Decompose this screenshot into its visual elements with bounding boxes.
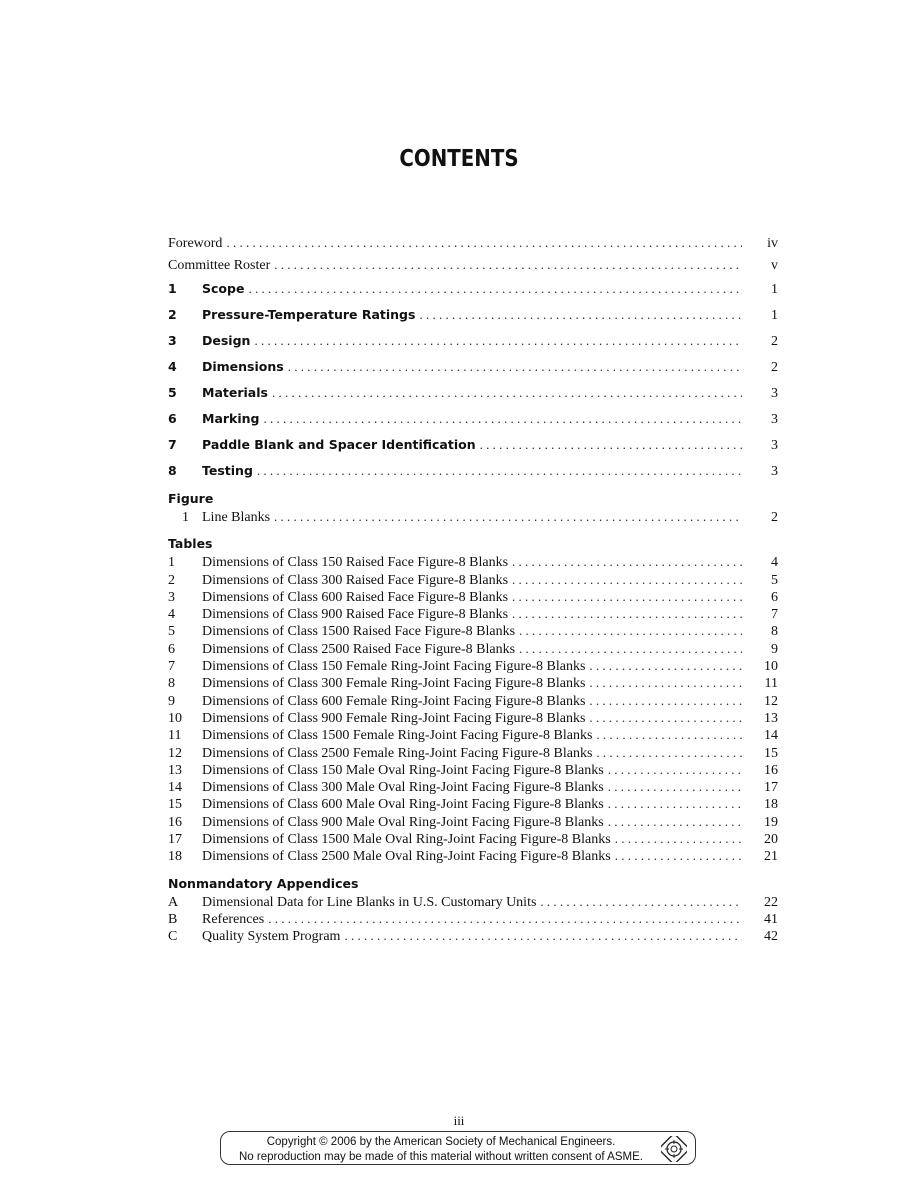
leader-dots bbox=[596, 744, 742, 761]
section-number: 4 bbox=[168, 359, 177, 374]
section-page: 3 bbox=[771, 464, 778, 479]
leader-dots bbox=[288, 354, 742, 380]
toc-table-number: 11 bbox=[168, 728, 182, 744]
toc-appendix-c[interactable] bbox=[168, 927, 778, 944]
toc-table-page: 18 bbox=[764, 797, 778, 813]
toc-table-number: 4 bbox=[168, 607, 175, 623]
toc-table-number: 8 bbox=[168, 676, 175, 692]
figure-number: 1 bbox=[182, 510, 189, 525]
toc-table-title: Dimensions of Class 150 Male Oval Ring-Joint Facing Figure-8 Blanks bbox=[202, 762, 604, 778]
toc-entry-page: v bbox=[771, 258, 778, 273]
leader-dots bbox=[596, 726, 742, 743]
toc-table-page: 13 bbox=[764, 710, 778, 726]
toc-entry-page: iv bbox=[767, 236, 778, 251]
toc-table-page: 19 bbox=[764, 814, 778, 830]
leader-dots bbox=[589, 709, 742, 726]
toc-table-number: 13 bbox=[168, 762, 182, 778]
toc-table-number: 7 bbox=[168, 659, 175, 675]
leader-dots bbox=[274, 254, 742, 276]
toc-table-number: 5 bbox=[168, 624, 175, 640]
toc-table-page: 5 bbox=[771, 572, 778, 588]
toc-table-11[interactable] bbox=[168, 726, 778, 743]
toc-table-page: 15 bbox=[764, 745, 778, 761]
toc-table-page: 14 bbox=[764, 728, 778, 744]
section-title: Materials bbox=[202, 385, 268, 400]
toc-section-4[interactable] bbox=[168, 354, 778, 380]
toc-table-8[interactable] bbox=[168, 674, 778, 691]
toc-table-title: Dimensions of Class 900 Raised Face Figure-8 Blanks bbox=[202, 607, 509, 623]
toc-table-6[interactable] bbox=[168, 640, 778, 657]
figure-heading: Figure bbox=[168, 491, 214, 506]
section-title: Scope bbox=[202, 281, 245, 296]
toc-table-number: 18 bbox=[168, 849, 182, 865]
toc-entry-committee-roster[interactable] bbox=[168, 254, 778, 276]
leader-dots bbox=[512, 588, 742, 605]
section-page: 3 bbox=[771, 386, 778, 401]
section-title: Dimensions bbox=[202, 359, 284, 374]
section-title: Marking bbox=[202, 411, 260, 426]
toc-table-page: 11 bbox=[764, 676, 778, 692]
section-title: Paddle Blank and Spacer Identification bbox=[202, 437, 476, 452]
leader-dots bbox=[608, 761, 742, 778]
toc-table-18[interactable] bbox=[168, 847, 778, 864]
toc-table-1[interactable] bbox=[168, 553, 778, 570]
toc-table-3[interactable] bbox=[168, 588, 778, 605]
toc-appendix-title: References bbox=[202, 911, 265, 927]
copyright-notice bbox=[220, 1131, 696, 1165]
section-page: 3 bbox=[771, 412, 778, 427]
toc-table-2[interactable] bbox=[168, 571, 778, 588]
toc-table-10[interactable] bbox=[168, 709, 778, 726]
toc-table-number: 2 bbox=[168, 572, 175, 588]
leader-dots bbox=[263, 406, 742, 432]
toc-table-title: Dimensions of Class 300 Male Oval Ring-Joint Facing Figure-8 Blanks bbox=[202, 780, 604, 796]
leader-dots bbox=[512, 605, 742, 622]
section-number: 8 bbox=[168, 463, 177, 478]
toc-figure-1[interactable] bbox=[168, 508, 778, 525]
toc-appendix-title: Dimensional Data for Line Blanks in U.S. Customary Units bbox=[202, 894, 537, 910]
section-title: Design bbox=[202, 333, 251, 348]
toc-section-2[interactable] bbox=[168, 302, 778, 328]
toc-table-page: 7 bbox=[771, 607, 778, 623]
leader-dots bbox=[589, 674, 742, 691]
section-number: 7 bbox=[168, 437, 177, 452]
toc-table-page: 20 bbox=[764, 832, 778, 848]
leader-dots bbox=[615, 847, 742, 864]
section-page: 2 bbox=[771, 334, 778, 349]
toc-entry-foreword[interactable] bbox=[168, 232, 778, 254]
section-page: 1 bbox=[771, 282, 778, 297]
toc-table-page: 17 bbox=[764, 780, 778, 796]
tables-heading: Tables bbox=[168, 536, 213, 552]
toc-table-page: 9 bbox=[771, 641, 778, 657]
toc-table-number: 10 bbox=[168, 710, 182, 726]
toc-table-number: 9 bbox=[168, 693, 175, 709]
toc-table-number: 6 bbox=[168, 641, 175, 657]
section-number: 5 bbox=[168, 385, 177, 400]
toc-table-title: Dimensions of Class 2500 Female Ring-Joint Facing Figure-8 Blanks bbox=[202, 745, 593, 761]
toc-table-number: 3 bbox=[168, 589, 175, 605]
toc-table-13[interactable] bbox=[168, 761, 778, 778]
toc-entry-title: Foreword bbox=[168, 236, 223, 251]
leader-dots bbox=[344, 927, 742, 944]
leader-dots bbox=[248, 276, 742, 302]
leader-dots bbox=[615, 830, 742, 847]
toc-table-number: 1 bbox=[168, 555, 175, 571]
toc-appendix-number: B bbox=[168, 911, 178, 927]
leader-dots bbox=[226, 232, 742, 254]
leader-dots bbox=[274, 508, 742, 525]
toc-table-number: 15 bbox=[168, 797, 182, 813]
leader-dots bbox=[519, 640, 742, 657]
leader-dots bbox=[419, 302, 742, 328]
toc-appendix-page: 42 bbox=[764, 929, 778, 945]
toc-table-title: Dimensions of Class 1500 Female Ring-Joint Facing Figure-8 Blanks bbox=[202, 728, 593, 744]
toc-appendix-b[interactable] bbox=[168, 910, 778, 927]
toc-table-12[interactable] bbox=[168, 744, 778, 761]
section-page: 1 bbox=[771, 308, 778, 323]
toc-table-title: Dimensions of Class 600 Female Ring-Joint Facing Figure-8 Blanks bbox=[202, 693, 586, 709]
toc-table-page: 12 bbox=[764, 693, 778, 709]
toc-table-title: Dimensions of Class 1500 Raised Face Figure-8 Blanks bbox=[202, 624, 516, 640]
toc-appendix-a[interactable] bbox=[168, 893, 778, 910]
copyright-line-2: No reproduction may be made of this material without written consent of ASME. bbox=[239, 1151, 643, 1163]
toc-table-number: 16 bbox=[168, 814, 182, 830]
leader-dots bbox=[480, 432, 742, 458]
leader-dots bbox=[608, 813, 742, 830]
toc-table-page: 6 bbox=[771, 589, 778, 605]
toc-table-title: Dimensions of Class 150 Female Ring-Joint Facing Figure-8 Blanks bbox=[202, 659, 586, 675]
leader-dots bbox=[512, 553, 742, 570]
toc-appendix-page: 22 bbox=[764, 894, 778, 910]
section-number: 3 bbox=[168, 333, 177, 348]
toc-table-number: 12 bbox=[168, 745, 182, 761]
section-number: 2 bbox=[168, 307, 177, 322]
section-number: 6 bbox=[168, 411, 177, 426]
toc-table-title: Dimensions of Class 1500 Male Oval Ring-Joint Facing Figure-8 Blanks bbox=[202, 832, 611, 848]
toc-appendix-title: Quality System Program bbox=[202, 929, 341, 945]
figure-title: Line Blanks bbox=[202, 510, 271, 525]
toc-section-7[interactable] bbox=[168, 432, 778, 458]
page-number: iii bbox=[453, 1113, 465, 1128]
toc-section-8[interactable] bbox=[168, 458, 778, 484]
leader-dots bbox=[608, 795, 742, 812]
leader-dots bbox=[254, 328, 742, 354]
toc-table-title: Dimensions of Class 600 Raised Face Figure-8 Blanks bbox=[202, 589, 509, 605]
toc-table-title: Dimensions of Class 2500 Male Oval Ring-Joint Facing Figure-8 Blanks bbox=[202, 849, 611, 865]
toc-table-title: Dimensions of Class 300 Raised Face Figure-8 Blanks bbox=[202, 572, 509, 588]
toc-table-title: Dimensions of Class 150 Raised Face Figure-8 Blanks bbox=[202, 555, 509, 571]
tables-list bbox=[168, 553, 778, 864]
toc-table-17[interactable] bbox=[168, 830, 778, 847]
figure-page: 2 bbox=[771, 510, 778, 525]
toc-table-page: 10 bbox=[764, 659, 778, 675]
leader-dots bbox=[272, 380, 742, 406]
copyright-line-1: Copyright © 2006 by the American Society of Mechanical Engineers. bbox=[266, 1136, 616, 1148]
toc-table-title: Dimensions of Class 900 Female Ring-Joint Facing Figure-8 Blanks bbox=[202, 710, 586, 726]
leader-dots bbox=[268, 910, 742, 927]
toc-table-title: Dimensions of Class 900 Male Oval Ring-Joint Facing Figure-8 Blanks bbox=[202, 814, 604, 830]
toc-table-title: Dimensions of Class 600 Male Oval Ring-Joint Facing Figure-8 Blanks bbox=[202, 797, 604, 813]
toc-table-title: Dimensions of Class 2500 Raised Face Figure-8 Blanks bbox=[202, 641, 516, 657]
toc-appendix-number: C bbox=[168, 929, 178, 945]
toc-table-title: Dimensions of Class 300 Female Ring-Joint Facing Figure-8 Blanks bbox=[202, 676, 586, 692]
toc-table-page: 4 bbox=[771, 555, 778, 571]
section-title: Testing bbox=[202, 463, 253, 478]
toc-table-page: 21 bbox=[764, 849, 778, 865]
table-of-contents bbox=[168, 232, 778, 945]
leader-dots bbox=[540, 893, 742, 910]
section-page: 2 bbox=[771, 360, 778, 375]
toc-table-7[interactable] bbox=[168, 657, 778, 674]
leader-dots bbox=[512, 571, 742, 588]
toc-table-16[interactable] bbox=[168, 813, 778, 830]
toc-table-number: 17 bbox=[168, 832, 182, 848]
page-title: CONTENTS bbox=[399, 146, 519, 172]
asme-seal-icon bbox=[661, 1136, 687, 1162]
toc-section-5[interactable] bbox=[168, 380, 778, 406]
leader-dots bbox=[608, 778, 742, 795]
leader-dots bbox=[519, 622, 742, 639]
leader-dots bbox=[257, 458, 742, 484]
toc-table-5[interactable] bbox=[168, 622, 778, 639]
toc-table-page: 16 bbox=[764, 762, 778, 778]
leader-dots bbox=[589, 692, 742, 709]
leader-dots bbox=[589, 657, 742, 674]
section-number: 1 bbox=[168, 281, 177, 296]
toc-table-9[interactable] bbox=[168, 692, 778, 709]
toc-table-15[interactable] bbox=[168, 795, 778, 812]
toc-appendix-number: A bbox=[168, 894, 179, 910]
toc-appendix-page: 41 bbox=[764, 911, 778, 927]
appendices-heading: Nonmandatory Appendices bbox=[168, 875, 359, 891]
section-page: 3 bbox=[771, 438, 778, 453]
section-title: Pressure-Temperature Ratings bbox=[202, 307, 416, 322]
toc-entry-title: Committee Roster bbox=[168, 258, 271, 273]
toc-table-14[interactable] bbox=[168, 778, 778, 795]
toc-section-6[interactable] bbox=[168, 406, 778, 432]
toc-table-4[interactable] bbox=[168, 605, 778, 622]
toc-section-3[interactable] bbox=[168, 328, 778, 354]
toc-table-number: 14 bbox=[168, 780, 182, 796]
appendices-list bbox=[168, 893, 778, 945]
toc-section-1[interactable] bbox=[168, 276, 778, 302]
toc-table-page: 8 bbox=[771, 624, 778, 640]
